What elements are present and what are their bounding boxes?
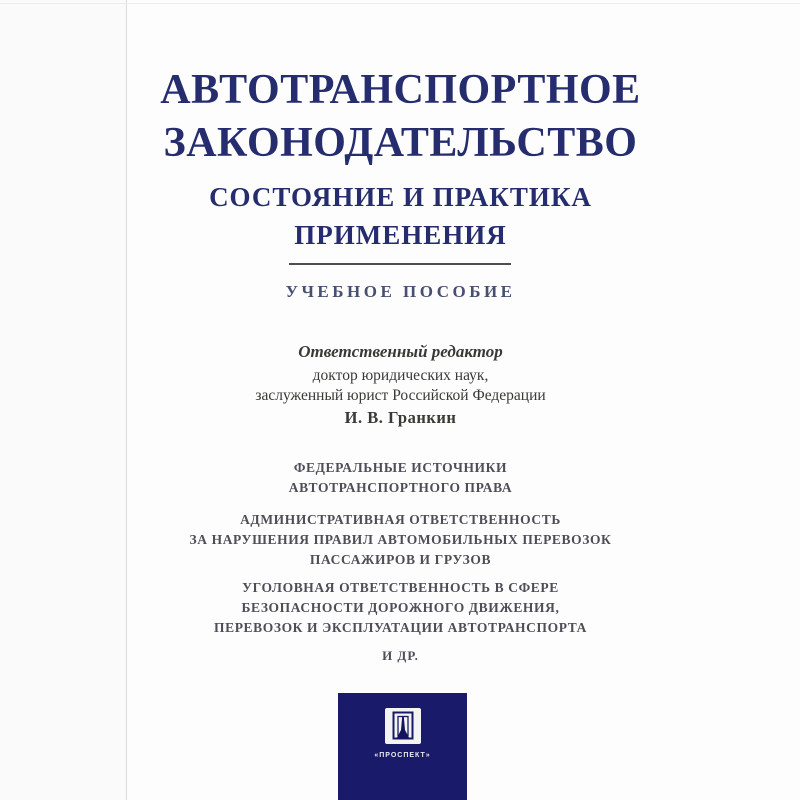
topic-line: ПАССАЖИРОВ И ГРУЗОВ [309, 552, 492, 567]
topic-line: УГОЛОВНАЯ ОТВЕТСТВЕННОСТЬ В СФЕРЕ [242, 580, 559, 595]
editor-credentials-line1: доктор юридических наук, [312, 367, 489, 384]
topic-line: ФЕДЕРАЛЬНЫЕ ИСТОЧНИКИ [293, 460, 508, 475]
divider-rule [289, 263, 511, 265]
topic-line: БЕЗОПАСНОСТИ ДОРОЖНОГО ДВИЖЕНИЯ, [241, 600, 560, 615]
editor-heading: Ответственный редактор [298, 342, 503, 361]
book-cover [118, 0, 683, 800]
page-left-margin [0, 0, 126, 800]
book-subtitle-line2: ПРИМЕНЕНИЯ [294, 220, 507, 250]
topic-line: ПЕРЕВОЗОК И ЭКСПЛУАТАЦИИ АВТОТРАНСПОРТА [213, 620, 587, 635]
book-title-line1: АВТОТРАНСПОРТНОЕ [160, 67, 641, 113]
topic-administrative-liability [118, 510, 683, 570]
book-title [118, 64, 683, 170]
topic-criminal-liability [118, 578, 683, 638]
topic-line: ЗА НАРУШЕНИЯ ПРАВИЛ АВТОМОБИЛЬНЫХ ПЕРЕВОЗОК [189, 532, 612, 547]
doorway-road-icon [385, 708, 421, 744]
topic-line: АДМИНИСТРАТИВНАЯ ОТВЕТСТВЕННОСТЬ [240, 512, 561, 527]
book-title-line2: ЗАКОНОДАТЕЛЬСТВО [163, 120, 638, 166]
editor-credentials-line2: заслуженный юрист Российской Федерации [255, 387, 546, 404]
edition-type-label: УЧЕБНОЕ ПОСОБИЕ [285, 282, 516, 301]
book-subtitle-line1: СОСТОЯНИЕ И ПРАКТИКА [209, 182, 592, 212]
publisher-logo-box [338, 693, 467, 800]
topic-line: АВТОТРАНСПОРТНОГО ПРАВА [288, 480, 513, 495]
editor-name: И. В. Гранкин [344, 408, 457, 427]
topic-federal-sources [118, 458, 683, 498]
etc-label: И ДР. [382, 648, 419, 663]
book-subtitle [118, 178, 683, 254]
publisher-name: «ПРОСПЕКТ» [374, 752, 431, 759]
